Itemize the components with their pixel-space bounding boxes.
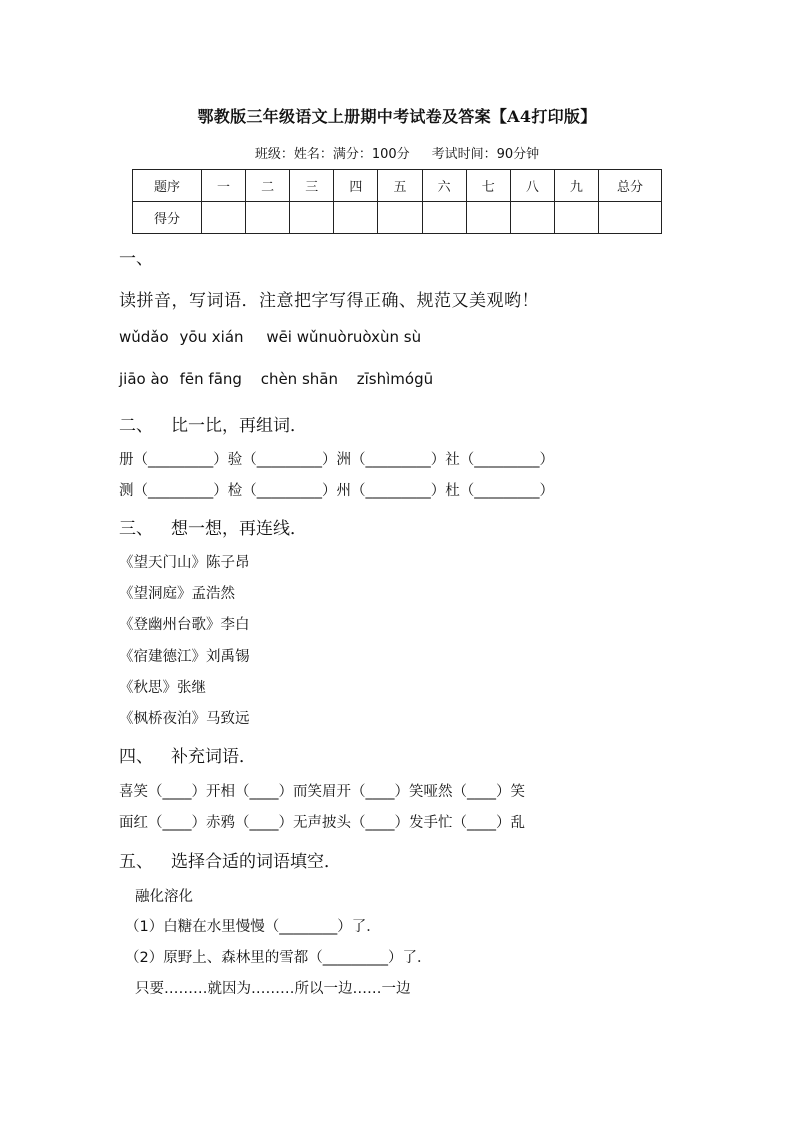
- word-group-line-1: 册（_________）验（_________）洲（_________）社（_________）: [119, 452, 554, 468]
- section-number: 四、: [119, 747, 153, 767]
- section-title: 补充词语．: [171, 747, 256, 767]
- poem-item: 《望天门山》陈子昂: [119, 555, 250, 571]
- score-cell: 一: [202, 170, 246, 202]
- section-1-heading: 一、: [119, 249, 153, 269]
- score-blank-cell: [599, 202, 662, 234]
- score-blank-cell: [290, 202, 334, 234]
- score-cell: 六: [422, 170, 466, 202]
- idiom-line-1: 喜笑（____）开相（____）而笑眉开（____）笑哑然（____）笑: [119, 784, 525, 800]
- exam-info: [0, 143, 794, 162]
- section-4-heading: [119, 742, 256, 767]
- score-blank-cell: [422, 202, 466, 234]
- pinyin-item: chèn shān: [260, 370, 338, 388]
- score-cell: 得分: [133, 202, 202, 234]
- score-cell: 七: [466, 170, 510, 202]
- score-table-row-header: [133, 170, 662, 202]
- section-title: 选择合适的词语填空．: [171, 852, 341, 872]
- pinyin-item: yōu xián: [179, 328, 244, 346]
- poem-item: 《宿建德江》刘禹锡: [119, 649, 250, 665]
- poem-item: 《枫桥夜泊》马致远: [119, 711, 250, 727]
- word-choices-1: 融化溶化: [135, 889, 193, 905]
- fill-question-1: （1）白糖在水里慢慢（________）了．: [125, 919, 381, 935]
- poem-item: 《秋思》张继: [119, 680, 206, 696]
- pinyin-item: fēn fāng: [179, 370, 242, 388]
- score-cell: 题序: [133, 170, 202, 202]
- section-1-instruction: 读拼音，写词语．注意把字写得正确、规范又美观哟！: [119, 291, 539, 311]
- pinyin-item: jiāo ào: [119, 370, 169, 388]
- score-cell: 三: [290, 170, 334, 202]
- section-title: 比一比，再组词．: [171, 416, 307, 436]
- score-blank-cell: [378, 202, 422, 234]
- score-table-row-score: [133, 202, 662, 234]
- section-number: 五、: [119, 852, 153, 872]
- score-cell: 总分: [599, 170, 662, 202]
- section-3-heading: [119, 514, 307, 539]
- section-number: 二、: [119, 416, 153, 436]
- score-blank-cell: [466, 202, 510, 234]
- section-number: 三、: [119, 519, 153, 539]
- score-blank-cell: [246, 202, 290, 234]
- section-5-heading: [119, 847, 341, 872]
- poem-item: 《望洞庭》孟浩然: [119, 586, 235, 602]
- score-cell: 八: [510, 170, 554, 202]
- info-class-name-score: 班级：姓名：满分：100分: [254, 147, 410, 162]
- pinyin-row-2: [119, 370, 433, 388]
- section-title: 想一想，再连线．: [171, 519, 307, 539]
- score-blank-cell: [202, 202, 246, 234]
- pinyin-row-1: [119, 328, 421, 346]
- pinyin-item: wēi wǔnuòruòxùn sù: [266, 328, 422, 346]
- score-blank-cell: [510, 202, 554, 234]
- pinyin-item: wǔdǎo: [119, 328, 169, 346]
- fill-question-2: （2）原野上、森林里的雪都（_________）了．: [125, 950, 432, 966]
- page-title: 鄂教版三年级语文上册期中考试卷及答案【A4打印版】: [197, 107, 597, 126]
- section-2-heading: [119, 411, 307, 436]
- score-blank-cell: [334, 202, 378, 234]
- word-group-line-2: 测（_________）检（_________）州（_________）杜（_________）: [119, 483, 554, 499]
- pinyin-item: zīshìmógū: [356, 370, 434, 388]
- idiom-line-2: 面红（____）赤鸦（____）无声披头（____）发手忙（____）乱: [119, 815, 525, 831]
- word-choices-2: 只要………就因为………所以一边……一边: [135, 981, 411, 997]
- score-blank-cell: [554, 202, 598, 234]
- poem-item: 《登幽州台歌》李白: [119, 617, 250, 633]
- score-cell: 二: [246, 170, 290, 202]
- score-cell: 五: [378, 170, 422, 202]
- score-cell: 九: [554, 170, 598, 202]
- score-cell: 四: [334, 170, 378, 202]
- score-table: [132, 169, 662, 234]
- info-exam-time: 考试时间：90分钟: [431, 147, 540, 162]
